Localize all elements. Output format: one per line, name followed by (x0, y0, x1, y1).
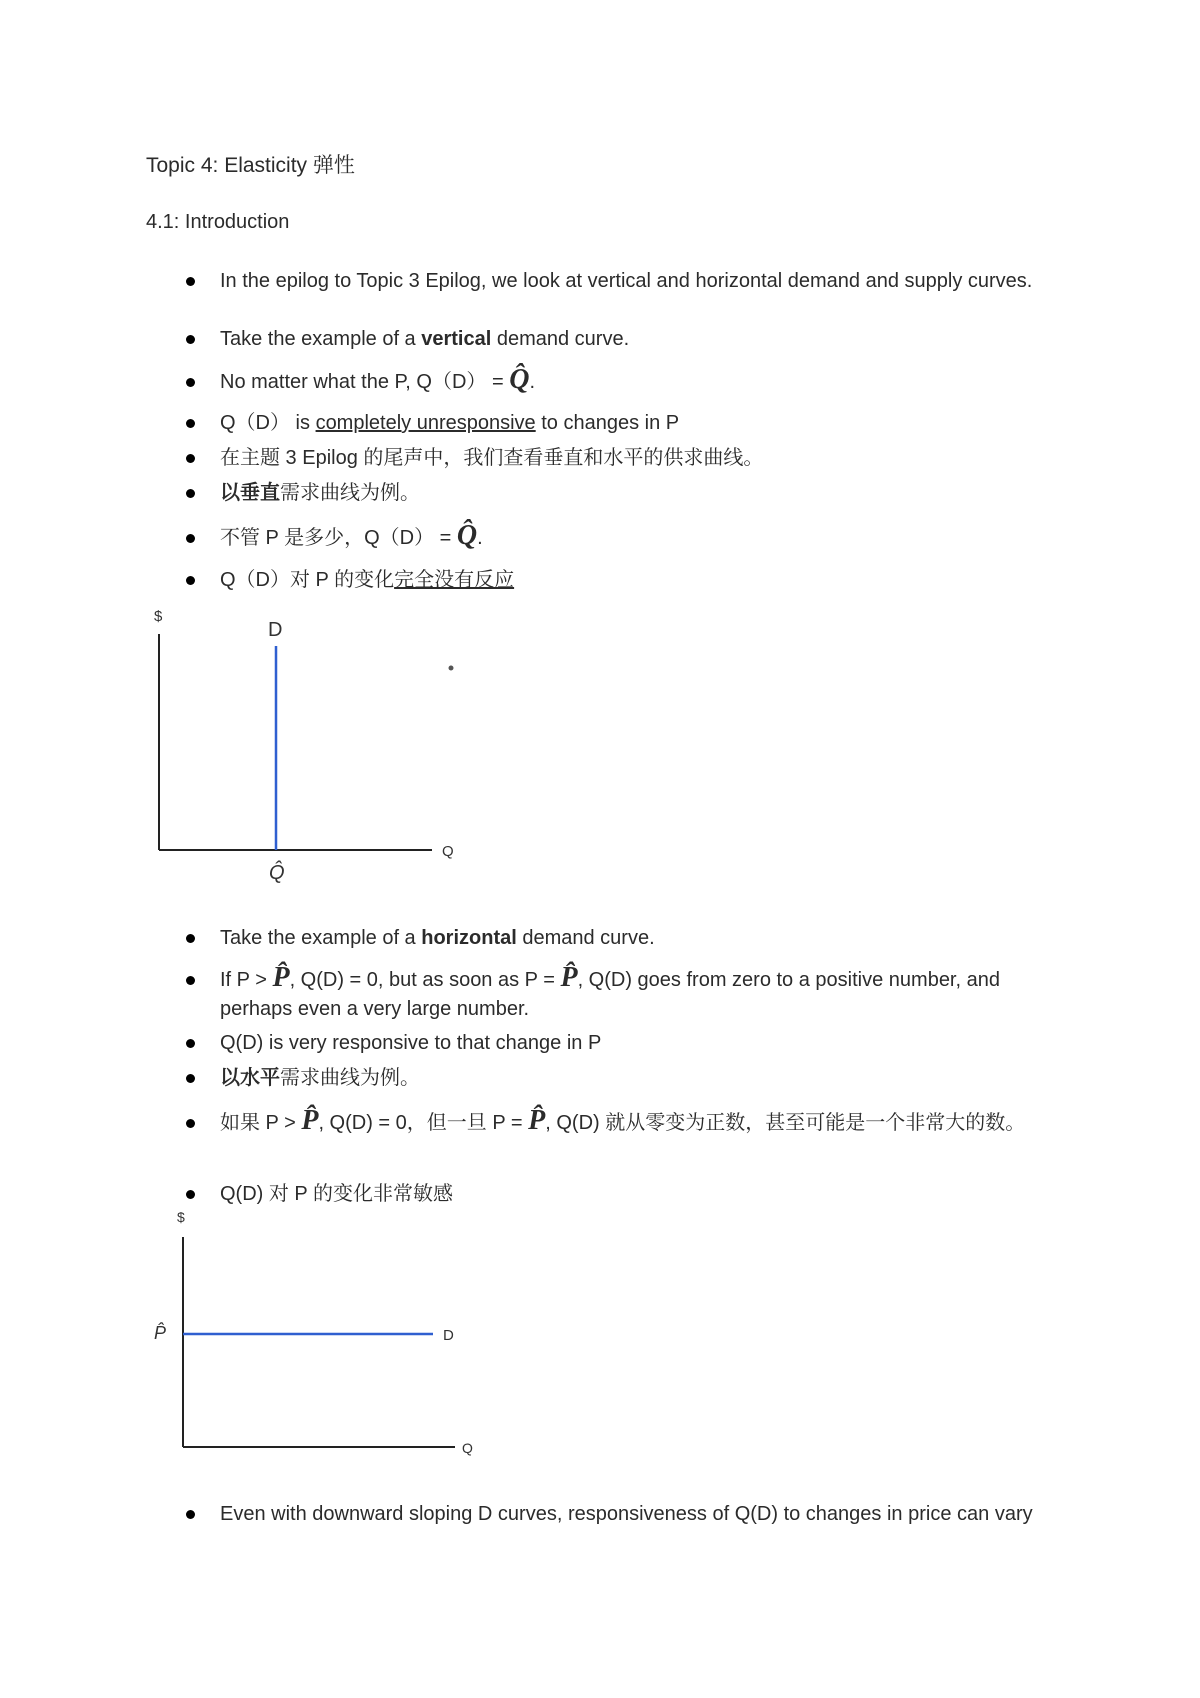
list-item: If P > P̂, Q(D) = 0, but as soon as P = P̂, Q(D) goes from zero to a positive number, and perhaps even a very large number. (220, 966, 1060, 1024)
p-hat-symbol: P̂ (560, 962, 578, 993)
stray-dot (449, 666, 454, 671)
p-hat-symbol: P̂ (528, 1105, 546, 1136)
list-item: 如果 P > P̂, Q(D) = 0，但一旦 P = P̂, Q(D) 就从零变为正数，甚至可能是一个非常大的数。 (220, 1109, 1060, 1138)
curve-label: D (443, 1327, 454, 1344)
list-item: Even with downward sloping D curves, responsiveness of Q(D) to changes in price can vary (220, 1500, 1060, 1529)
vertical-demand-graph (140, 600, 470, 890)
p-hat-symbol: P̂ (301, 1105, 319, 1136)
list-item: Q（D） is completely unresponsive to changes in P (220, 409, 1060, 438)
list-item: Take the example of a horizontal demand curve. (220, 924, 1060, 953)
list-item: In the epilog to Topic 3 Epilog, we look at vertical and horizontal demand and supply curves. (220, 267, 1060, 296)
list-item: Q(D) 对 P 的变化非常敏感 (220, 1180, 1060, 1209)
list-item: 以垂直需求曲线为例。 (220, 479, 1060, 508)
curve-label: D (268, 619, 283, 641)
list-item: 不管 P 是多少，Q（D） = Q̂. (220, 524, 1060, 553)
y-axis-label: $ (154, 608, 163, 625)
list-item: Q(D) is very responsive to that change in P (220, 1029, 1060, 1058)
horizontal-demand-graph (140, 1205, 480, 1460)
x-axis-label: Q (462, 1440, 473, 1456)
section-heading: 4.1: Introduction (146, 211, 290, 233)
list-item: Q（D）对 P 的变化完全没有反应 (220, 566, 1060, 595)
p-hat-symbol: P̂ (272, 962, 290, 993)
list-item: 在主题 3 Epilog 的尾声中，我们查看垂直和水平的供求曲线。 (220, 444, 1060, 473)
list-item: 以水平需求曲线为例。 (220, 1064, 1060, 1093)
document-title: Topic 4: Elasticity 弹性 (146, 154, 355, 177)
x-axis-label: Q (442, 843, 454, 860)
y-axis-label: $ (177, 1209, 185, 1225)
list-item: Take the example of a vertical demand curve. (220, 325, 1060, 354)
y-tick-label: P̂ (154, 1323, 167, 1343)
q-hat-symbol: Q̂ (509, 364, 530, 395)
x-tick-label: Q̂ (269, 862, 285, 884)
q-hat-symbol: Q̂ (456, 520, 478, 551)
list-item: No matter what the P, Q（D） = Q̂. (220, 368, 1060, 397)
